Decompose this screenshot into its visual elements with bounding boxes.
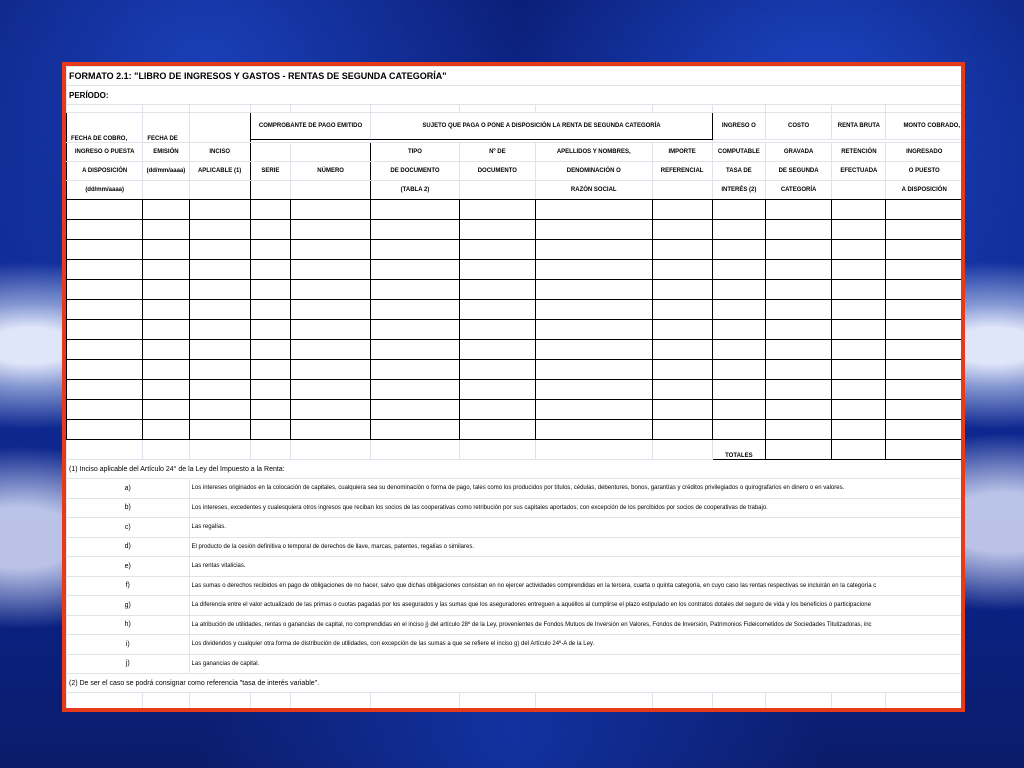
entry-cell[interactable] xyxy=(536,420,653,440)
entry-cell[interactable] xyxy=(67,240,143,260)
entry-cell[interactable] xyxy=(652,340,712,360)
entry-cell[interactable] xyxy=(765,320,831,340)
header-inciso-1: INCISO xyxy=(189,143,250,162)
entry-cell[interactable] xyxy=(652,240,712,260)
entry-cell[interactable] xyxy=(832,300,886,320)
header-tipo-1: TIPO xyxy=(371,143,459,162)
entry-cell[interactable] xyxy=(832,280,886,300)
inciso-label: h) xyxy=(67,615,190,635)
entry-cell[interactable] xyxy=(189,200,250,220)
entry-cell[interactable] xyxy=(143,300,189,320)
entry-cell[interactable] xyxy=(250,420,290,440)
header-serie: SERIE xyxy=(250,162,290,181)
header-monto-2: INGRESADO xyxy=(886,143,963,162)
entry-cell[interactable] xyxy=(536,380,653,400)
entry-cell[interactable] xyxy=(536,300,653,320)
entry-cell[interactable] xyxy=(67,320,143,340)
inciso-label: d) xyxy=(67,537,190,557)
entry-cell[interactable] xyxy=(652,400,712,420)
entry-cell[interactable] xyxy=(250,200,290,220)
header-nro-doc-2: DOCUMENTO xyxy=(459,162,535,181)
header-fecha-emision-3: (dd/mm/aaaa) xyxy=(143,162,189,181)
header-costo-3: TASA DE xyxy=(712,162,765,181)
entry-row xyxy=(67,200,963,220)
entry-row xyxy=(67,240,963,260)
entry-cell[interactable] xyxy=(886,400,963,420)
entry-cell[interactable] xyxy=(459,220,535,240)
entry-cell[interactable] xyxy=(886,220,963,240)
inciso-label: c) xyxy=(67,518,190,538)
period-label: PERÍODO: xyxy=(67,86,963,105)
header-monto-4: A DISPOSICIÓN xyxy=(886,181,963,200)
entry-cell[interactable] xyxy=(765,340,831,360)
header-monto-3: O PUESTO xyxy=(886,162,963,181)
entry-cell[interactable] xyxy=(250,300,290,320)
inciso-row xyxy=(67,615,963,635)
entry-cell[interactable] xyxy=(290,260,370,280)
entry-cell[interactable] xyxy=(652,300,712,320)
entry-cell[interactable] xyxy=(832,200,886,220)
header-ingreso-2: IMPORTE xyxy=(652,143,712,162)
entry-cell[interactable] xyxy=(652,320,712,340)
entry-cell[interactable] xyxy=(652,200,712,220)
entry-row xyxy=(67,280,963,300)
header-retencion-2: EFECTUADA xyxy=(832,162,886,181)
header-fecha-cobro-3: A DISPOSICIÓN xyxy=(67,162,143,181)
entry-cell[interactable] xyxy=(765,360,831,380)
entry-cell[interactable] xyxy=(765,240,831,260)
entry-cell[interactable] xyxy=(886,260,963,280)
entry-cell[interactable] xyxy=(832,220,886,240)
header-apellidos-2: DENOMINACIÓN O xyxy=(536,162,653,181)
entry-cell[interactable] xyxy=(250,260,290,280)
entry-cell[interactable] xyxy=(832,320,886,340)
entry-cell[interactable] xyxy=(459,260,535,280)
entry-cell[interactable] xyxy=(536,200,653,220)
entry-cell[interactable] xyxy=(67,340,143,360)
entry-cell[interactable] xyxy=(290,280,370,300)
entry-cell[interactable] xyxy=(371,220,459,240)
entry-cell[interactable] xyxy=(765,420,831,440)
inciso-text: La atribución de utilidades, rentas o ganancias de capital, no comprendidas en el inciso j) del artículo 28º de la Ley, provenientes de Fondos Mutuos de Inversión en Valores, Fondos de Inversión, Patrimonios Fideicometidos de Sociedades Titulizadoras, inc xyxy=(189,615,962,635)
entry-cell[interactable] xyxy=(459,300,535,320)
entry-row xyxy=(67,360,963,380)
entry-cell[interactable] xyxy=(143,320,189,340)
entry-cell[interactable] xyxy=(652,260,712,280)
entry-cell[interactable] xyxy=(189,300,250,320)
entry-cell[interactable] xyxy=(371,320,459,340)
entry-row xyxy=(67,320,963,340)
inciso-row xyxy=(67,537,963,557)
inciso-text: El producto de la cesión definitiva o temporal de derechos de llave, marcas, patentes, regalías o similares. xyxy=(189,537,962,557)
entry-cell[interactable] xyxy=(67,380,143,400)
totals-row xyxy=(67,440,963,460)
inciso-row xyxy=(67,479,963,499)
totals-label: TOTALES xyxy=(712,440,765,460)
entry-cell[interactable] xyxy=(371,340,459,360)
entry-cell[interactable] xyxy=(459,200,535,220)
format-sheet xyxy=(62,62,965,712)
entry-cell[interactable] xyxy=(886,280,963,300)
header-fecha-emision: FECHA DE xyxy=(143,113,189,143)
entry-cell[interactable] xyxy=(290,320,370,340)
entry-cell[interactable] xyxy=(536,360,653,380)
entry-row xyxy=(67,260,963,280)
header-retencion-1: RETENCIÓN xyxy=(832,143,886,162)
entry-cell[interactable] xyxy=(250,240,290,260)
entry-cell[interactable] xyxy=(886,340,963,360)
inciso-row xyxy=(67,518,963,538)
entry-cell[interactable] xyxy=(189,260,250,280)
entry-cell[interactable] xyxy=(536,260,653,280)
entry-cell[interactable] xyxy=(189,280,250,300)
entry-cell[interactable] xyxy=(371,400,459,420)
entry-cell[interactable] xyxy=(712,300,765,320)
entry-cell[interactable] xyxy=(832,260,886,280)
entry-cell[interactable] xyxy=(371,260,459,280)
entry-cell[interactable] xyxy=(886,420,963,440)
entry-cell[interactable] xyxy=(250,220,290,240)
entry-cell[interactable] xyxy=(250,340,290,360)
entry-cell[interactable] xyxy=(371,420,459,440)
entry-cell[interactable] xyxy=(67,280,143,300)
entry-cell[interactable] xyxy=(67,300,143,320)
entry-cell[interactable] xyxy=(371,200,459,220)
entry-cell[interactable] xyxy=(886,320,963,340)
entry-cell[interactable] xyxy=(290,200,370,220)
entry-cell[interactable] xyxy=(459,280,535,300)
entry-cell[interactable] xyxy=(189,400,250,420)
entry-cell[interactable] xyxy=(886,300,963,320)
entry-cell[interactable] xyxy=(712,380,765,400)
entry-cell[interactable] xyxy=(143,360,189,380)
entry-cell[interactable] xyxy=(67,260,143,280)
inciso-label: f) xyxy=(67,576,190,596)
inciso-row xyxy=(67,635,963,655)
page-title: FORMATO 2.1: "LIBRO DE INGRESOS Y GASTOS - RENTAS DE SEGUNDA CATEGORÍA" xyxy=(67,67,963,86)
entry-cell[interactable] xyxy=(765,300,831,320)
entry-cell[interactable] xyxy=(189,360,250,380)
entry-cell[interactable] xyxy=(765,280,831,300)
entry-cell[interactable] xyxy=(712,220,765,240)
entry-cell[interactable] xyxy=(832,340,886,360)
header-sujeto: SUJETO QUE PAGA O PONE A DISPOSICIÓN LA RENTA DE SEGUNDA CATEGORÍA xyxy=(371,113,712,140)
ledger-table xyxy=(66,66,963,712)
entry-cell[interactable] xyxy=(886,360,963,380)
entry-cell[interactable] xyxy=(765,260,831,280)
entry-cell[interactable] xyxy=(712,420,765,440)
entry-cell[interactable] xyxy=(290,420,370,440)
entry-cell[interactable] xyxy=(652,280,712,300)
entry-cell[interactable] xyxy=(143,260,189,280)
entry-cell[interactable] xyxy=(189,220,250,240)
entry-cell[interactable] xyxy=(371,360,459,380)
entry-row xyxy=(67,300,963,320)
entry-cell[interactable] xyxy=(886,240,963,260)
header-comprobante: COMPROBANTE DE PAGO EMITIDO xyxy=(250,113,371,140)
entry-cell[interactable] xyxy=(143,220,189,240)
inciso-label: i) xyxy=(67,635,190,655)
entry-cell[interactable] xyxy=(536,400,653,420)
entry-cell[interactable] xyxy=(459,240,535,260)
header-fecha-cobro-2: INGRESO O PUESTA xyxy=(67,143,143,162)
header-inciso-2: APLICABLE (1) xyxy=(189,162,250,181)
header-costo-2: COMPUTABLE xyxy=(712,143,765,162)
entry-cell[interactable] xyxy=(371,280,459,300)
totals-cell[interactable] xyxy=(765,440,831,460)
entry-cell[interactable] xyxy=(765,220,831,240)
entry-cell[interactable] xyxy=(143,340,189,360)
inciso-text: Las regalías. xyxy=(189,518,962,538)
entry-cell[interactable] xyxy=(765,200,831,220)
entry-row xyxy=(67,220,963,240)
inciso-label: j) xyxy=(67,654,190,674)
header-renta-1: RENTA BRUTA xyxy=(832,113,886,140)
header-costo-4: INTERÉS (2) xyxy=(712,181,765,200)
entry-cell[interactable] xyxy=(189,340,250,360)
entry-cell[interactable] xyxy=(765,400,831,420)
inciso-row xyxy=(67,557,963,577)
totals-cell[interactable] xyxy=(886,440,963,460)
entry-cell[interactable] xyxy=(371,300,459,320)
header-apellidos-1: APELLIDOS Y NOMBRES, xyxy=(536,143,653,162)
inciso-row xyxy=(67,498,963,518)
header-tipo-3: (TABLA 2) xyxy=(371,181,459,200)
entry-cell[interactable] xyxy=(143,400,189,420)
entry-cell[interactable] xyxy=(536,240,653,260)
header-renta-4: CATEGORÍA xyxy=(765,181,831,200)
entry-cell[interactable] xyxy=(765,380,831,400)
entry-cell[interactable] xyxy=(712,360,765,380)
header-inciso-top xyxy=(189,113,250,143)
entry-cell[interactable] xyxy=(536,320,653,340)
header-apellidos-3: RAZÓN SOCIAL xyxy=(536,181,653,200)
entry-cell[interactable] xyxy=(290,380,370,400)
entry-cell[interactable] xyxy=(536,220,653,240)
entry-cell[interactable] xyxy=(459,380,535,400)
entry-cell[interactable] xyxy=(67,360,143,380)
entry-cell[interactable] xyxy=(189,420,250,440)
entry-cell[interactable] xyxy=(459,320,535,340)
entry-cell[interactable] xyxy=(371,240,459,260)
entry-cell[interactable] xyxy=(712,400,765,420)
header-fecha-cobro: FECHA DE COBRO, xyxy=(67,113,143,143)
entry-cell[interactable] xyxy=(250,360,290,380)
entry-cell[interactable] xyxy=(459,360,535,380)
entry-cell[interactable] xyxy=(189,240,250,260)
entry-cell[interactable] xyxy=(712,320,765,340)
inciso-text: La diferencia entre el valor actualizado de las primas o cuotas pagadas por los asegurados y las sumas que los aseguradores entreguen a aquéllos al cumplirse el plazo estipulado en los contratos dotales del seguro de vida y los beneficios o participacione xyxy=(189,596,962,616)
entry-cell[interactable] xyxy=(832,420,886,440)
header-fecha-emision-2: EMISIÓN xyxy=(143,143,189,162)
inciso-label: e) xyxy=(67,557,190,577)
entry-cell[interactable] xyxy=(652,380,712,400)
header-renta-2: GRAVADA xyxy=(765,143,831,162)
inciso-label: a) xyxy=(67,479,190,499)
entry-row xyxy=(67,400,963,420)
entry-cell[interactable] xyxy=(143,280,189,300)
entry-cell[interactable] xyxy=(536,340,653,360)
entry-cell[interactable] xyxy=(712,340,765,360)
entry-row xyxy=(67,420,963,440)
entry-cell[interactable] xyxy=(290,400,370,420)
entry-cell[interactable] xyxy=(459,400,535,420)
entry-row xyxy=(67,380,963,400)
inciso-text: Las rentas vitalicias. xyxy=(189,557,962,577)
entry-cell[interactable] xyxy=(189,320,250,340)
entry-cell[interactable] xyxy=(652,420,712,440)
entry-cell[interactable] xyxy=(712,260,765,280)
entry-cell[interactable] xyxy=(290,360,370,380)
inciso-row xyxy=(67,654,963,674)
entry-cell[interactable] xyxy=(143,240,189,260)
entry-cell[interactable] xyxy=(250,320,290,340)
entry-cell[interactable] xyxy=(67,200,143,220)
header-costo-1: COSTO xyxy=(765,113,831,140)
inciso-row xyxy=(67,576,963,596)
header-renta-3: DE SEGUNDA xyxy=(765,162,831,181)
inciso-row xyxy=(67,596,963,616)
totals-cell[interactable] xyxy=(832,440,886,460)
header-ingreso-1: INGRESO O xyxy=(712,113,765,140)
entry-cell[interactable] xyxy=(652,360,712,380)
inciso-label: g) xyxy=(67,596,190,616)
entry-cell[interactable] xyxy=(67,220,143,240)
entry-cell[interactable] xyxy=(832,360,886,380)
header-monto-1: MONTO COBRADO, xyxy=(886,113,963,140)
header-ingreso-3: REFERENCIAL xyxy=(652,162,712,181)
note-2: (2) De ser el caso se podrá consignar como referencia "tasa de interés variable". xyxy=(67,674,963,693)
entry-cell[interactable] xyxy=(459,340,535,360)
header-tipo-2: DE DOCUMENTO xyxy=(371,162,459,181)
inciso-text: Las ganancias de capital. xyxy=(189,654,962,674)
entry-cell[interactable] xyxy=(250,380,290,400)
inciso-text: Las sumas o derechos recibidos en pago de obligaciones de no hacer, salvo que dichas obligaciones consistan en no ejercer actividades comprendidas en la tercera, cuarta o quinta categoría, en cuyo caso las rentas respectivas se incluirán en la categoría c xyxy=(189,576,962,596)
entry-cell[interactable] xyxy=(290,240,370,260)
entry-cell[interactable] xyxy=(832,400,886,420)
entry-cell[interactable] xyxy=(189,380,250,400)
entry-cell[interactable] xyxy=(250,280,290,300)
entry-cell[interactable] xyxy=(371,380,459,400)
entry-cell[interactable] xyxy=(712,240,765,260)
inciso-label: b) xyxy=(67,498,190,518)
header-nro-doc-1: Nº DE xyxy=(459,143,535,162)
entry-cell[interactable] xyxy=(459,420,535,440)
entry-cell[interactable] xyxy=(886,380,963,400)
entry-cell[interactable] xyxy=(832,240,886,260)
entry-cell[interactable] xyxy=(290,220,370,240)
note-1-title: (1) Inciso aplicable del Artículo 24° de la Ley del Impuesto a la Renta: xyxy=(67,460,963,479)
entry-cell[interactable] xyxy=(143,380,189,400)
inciso-text: Los intereses, excedentes y cualesquiera otros ingresos que reciban los socios de las cooperativas como retribución por sus capitales aportados, con excepción de los percibidos por socios de cooperativas de trabajo. xyxy=(189,498,962,518)
inciso-text: Los intereses originados en la colocación de capitales, cualquiera sea su denominación o forma de pago, tales como los producidos por títulos, cédulas, debentures, bonos, garantías y créditos privilegiados o quirografarios en dinero o en valores. xyxy=(189,479,962,499)
header-numero: NÚMERO xyxy=(290,162,370,181)
entry-cell[interactable] xyxy=(290,340,370,360)
entry-cell[interactable] xyxy=(652,220,712,240)
header-fecha-cobro-4: (dd/mm/aaaa) xyxy=(67,181,143,200)
entry-cell[interactable] xyxy=(143,420,189,440)
entry-cell[interactable] xyxy=(886,200,963,220)
entry-cell[interactable] xyxy=(712,200,765,220)
entry-cell[interactable] xyxy=(67,420,143,440)
inciso-text: Los dividendos y cualquier otra forma de distribución de utilidades, con excepción de las sumas a que se refiere el inciso g) del Artículo 24º-A de la Ley. xyxy=(189,635,962,655)
entry-cell[interactable] xyxy=(290,300,370,320)
entry-cell[interactable] xyxy=(67,400,143,420)
entry-row xyxy=(67,340,963,360)
entry-cell[interactable] xyxy=(250,400,290,420)
entry-cell[interactable] xyxy=(832,380,886,400)
entry-cell[interactable] xyxy=(143,200,189,220)
entry-cell[interactable] xyxy=(536,280,653,300)
entry-cell[interactable] xyxy=(712,280,765,300)
